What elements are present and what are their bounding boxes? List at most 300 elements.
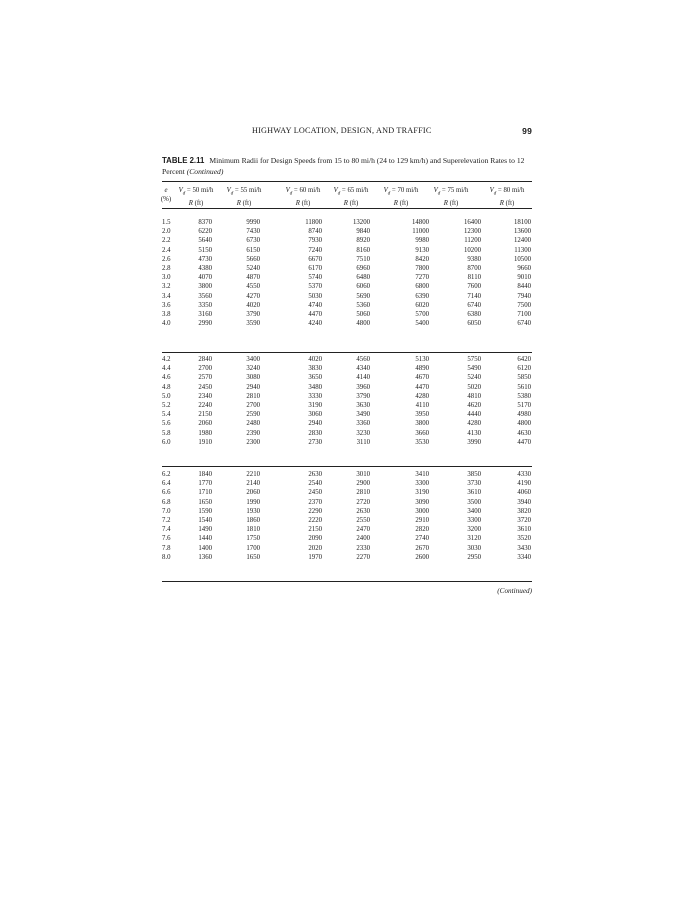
radius-cell: 5030: [308, 292, 322, 300]
radius-cell: 5640: [198, 237, 212, 245]
header-col-7: [477, 186, 537, 208]
radius-cell: 4140: [356, 374, 370, 382]
superelevation-cell: 7.8: [162, 544, 171, 552]
table-row: [162, 401, 532, 410]
superelevation-cell: 6.8: [162, 498, 171, 506]
radius-cell: 2940: [308, 420, 322, 428]
radius-cell: 3410: [415, 471, 429, 478]
radius-cell: 2840: [198, 356, 212, 363]
radius-cell: 5170: [517, 401, 531, 409]
page-number: 99: [522, 126, 532, 136]
radius-cell: 11000: [412, 228, 429, 236]
radius-cell: 1490: [198, 526, 212, 534]
radius-cell: 3610: [517, 526, 531, 534]
radius-cell: 4240: [308, 320, 322, 328]
radius-cell: 2630: [308, 471, 322, 478]
radius-cell: 3000: [415, 507, 429, 515]
radius-cell: 3500: [467, 498, 481, 506]
radius-cell: 3240: [246, 365, 260, 373]
header-top-1: $V_d = 50$ mi/h: [178, 187, 214, 197]
radius-cell: 3230: [356, 429, 370, 437]
radius-cell: 3630: [356, 401, 370, 409]
radius-cell: 1750: [246, 535, 260, 543]
radius-cell: 2910: [415, 516, 429, 524]
table-row: [162, 282, 532, 291]
table-caption-text: Minimum Radii for Design Speeds from 15 to 80 mi/h (24 to 129 km/h) and Superelevation Rates to 12 Percent: [162, 156, 525, 176]
table-row: [162, 419, 532, 428]
table-top-rule: [162, 181, 532, 182]
table-caption: [162, 155, 532, 177]
table-header-rule: [162, 208, 532, 209]
superelevation-cell: 5.2: [162, 401, 171, 409]
radius-cell: 8160: [356, 246, 370, 254]
superelevation-cell: 5.8: [162, 429, 171, 437]
radius-cell: 3330: [308, 392, 322, 400]
table-row: [162, 310, 532, 319]
superelevation-cell: 2.6: [162, 255, 171, 263]
radius-cell: 7940: [517, 292, 531, 300]
radius-cell: 4130: [467, 429, 481, 437]
table-row: [162, 301, 532, 310]
radius-cell: 8700: [467, 264, 481, 272]
superelevation-cell: 7.6: [162, 535, 171, 543]
radius-cell: 6480: [356, 274, 370, 282]
superelevation-cell: 3.0: [162, 274, 171, 282]
radius-cell: 16400: [464, 219, 481, 226]
radius-cell: 1990: [246, 498, 260, 506]
radius-cell: 3720: [517, 516, 531, 524]
radius-cell: 3030: [467, 544, 481, 552]
radius-cell: 5130: [415, 356, 429, 363]
radius-cell: 2140: [246, 480, 260, 488]
radius-cell: 4470: [415, 383, 429, 391]
table-row: [162, 255, 532, 264]
radius-cell: 2670: [415, 544, 429, 552]
radius-cell: 1590: [198, 507, 212, 515]
radius-cell: 5360: [356, 301, 370, 309]
superelevation-cell: 2.4: [162, 246, 171, 254]
radius-cell: 2830: [308, 429, 322, 437]
radius-cell: 5740: [308, 274, 322, 282]
radius-cell: 10200: [464, 246, 481, 254]
radius-cell: 11800: [305, 219, 322, 226]
radius-cell: 2150: [308, 526, 322, 534]
table-row: [162, 470, 532, 479]
superelevation-cell: 2.2: [162, 237, 171, 245]
radius-cell: 2590: [246, 411, 260, 419]
radius-cell: 18100: [514, 219, 531, 226]
header-bottom-7: R (ft): [499, 199, 515, 207]
radius-cell: 6220: [198, 228, 212, 236]
table-row: [162, 488, 532, 497]
radius-cell: 9980: [415, 237, 429, 245]
radius-cell: 6050: [467, 320, 481, 328]
radius-cell: 3400: [467, 507, 481, 515]
radius-cell: 3360: [356, 420, 370, 428]
radius-cell: 2940: [246, 383, 260, 391]
radius-cell: 8920: [356, 237, 370, 245]
radius-cell: 9130: [415, 246, 429, 254]
radius-cell: 2400: [356, 535, 370, 543]
radius-cell: 4440: [467, 411, 481, 419]
table-row: [162, 319, 532, 328]
radius-cell: 2020: [308, 544, 322, 552]
header-bottom-2: R (ft): [236, 199, 252, 207]
header-top-7: $V_d = 80$ mi/h: [489, 187, 525, 197]
radius-cell: 12300: [464, 228, 481, 236]
table-row: [162, 479, 532, 488]
radius-cell: 1910: [198, 438, 212, 446]
radius-cell: 3190: [308, 401, 322, 409]
radius-cell: 2810: [246, 392, 260, 400]
radius-cell: 1810: [246, 526, 260, 534]
radius-cell: 5610: [517, 383, 531, 391]
radius-cell: 7510: [356, 255, 370, 263]
radius-cell: 2450: [308, 489, 322, 497]
table-row: [162, 534, 532, 543]
superelevation-cell: 2.8: [162, 264, 171, 272]
superelevation-cell: 3.6: [162, 301, 171, 309]
radius-cell: 13200: [353, 219, 370, 226]
radius-cell: 4630: [517, 429, 531, 437]
radius-cell: 6740: [517, 320, 531, 328]
radius-cell: 5750: [467, 356, 481, 363]
radius-cell: 5700: [415, 310, 429, 318]
radius-cell: 6420: [517, 356, 531, 363]
table-row: [162, 218, 532, 227]
radius-cell: 5060: [356, 310, 370, 318]
radius-cell: 2450: [198, 383, 212, 391]
radius-cell: 6670: [308, 255, 322, 263]
radius-cell: 3820: [517, 507, 531, 515]
radius-cell: 2470: [356, 526, 370, 534]
table-group-3: [162, 470, 532, 562]
radius-cell: 4980: [517, 411, 531, 419]
radius-cell: 8110: [467, 274, 481, 282]
radius-cell: 3080: [246, 374, 260, 382]
radius-cell: 4190: [517, 480, 531, 488]
radius-cell: 7140: [467, 292, 481, 300]
radius-cell: 13600: [514, 228, 531, 236]
radius-cell: 2290: [308, 507, 322, 515]
radius-cell: 3660: [415, 429, 429, 437]
header-bottom-6: R (ft): [443, 199, 459, 207]
radius-cell: 3940: [517, 498, 531, 506]
radius-cell: 1360: [198, 553, 212, 561]
radius-cell: 5020: [467, 383, 481, 391]
radius-cell: 7600: [467, 283, 481, 291]
radius-cell: 2900: [356, 480, 370, 488]
superelevation-cell: 3.4: [162, 292, 171, 300]
radius-cell: 3490: [356, 411, 370, 419]
header-top-5: $V_d = 70$ mi/h: [383, 187, 419, 197]
radius-cell: 2150: [198, 411, 212, 419]
radius-cell: 5240: [467, 374, 481, 382]
radius-cell: 2090: [308, 535, 322, 543]
header-col-2: [214, 186, 274, 208]
radius-cell: 4470: [517, 438, 531, 446]
radius-cell: 6390: [415, 292, 429, 300]
radius-cell: 1650: [198, 498, 212, 506]
superelevation-cell: 4.8: [162, 383, 171, 391]
table-row: [162, 236, 532, 245]
radius-cell: 3010: [356, 471, 370, 478]
radius-cell: 1840: [198, 471, 212, 478]
radius-cell: 2570: [198, 374, 212, 382]
header-col-6: [421, 186, 481, 208]
radius-cell: 5850: [517, 374, 531, 382]
radius-cell: 8420: [415, 255, 429, 263]
radius-cell: 4890: [415, 365, 429, 373]
radius-cell: 2740: [415, 535, 429, 543]
table-row: [162, 227, 532, 236]
radius-cell: 10500: [514, 255, 531, 263]
table-row: [162, 553, 532, 562]
radius-cell: 3300: [467, 516, 481, 524]
table-group-2: [162, 355, 532, 447]
superelevation-cell: 2.0: [162, 228, 171, 236]
radius-cell: 7100: [517, 310, 531, 318]
table-caption-continued: (Continued): [186, 167, 224, 176]
radius-cell: 2600: [415, 553, 429, 561]
header-top-3: $V_d = 60$ mi/h: [285, 187, 321, 197]
radius-cell: 4470: [308, 310, 322, 318]
superelevation-cell: 4.4: [162, 365, 171, 373]
radius-cell: 4380: [198, 264, 212, 272]
radius-cell: 11300: [514, 246, 531, 254]
superelevation-cell: 8.0: [162, 553, 171, 561]
table-row: [162, 292, 532, 301]
table-row: [162, 364, 532, 373]
radius-cell: 5690: [356, 292, 370, 300]
table-group-rule: [162, 352, 532, 353]
radius-cell: 3850: [467, 471, 481, 478]
radius-cell: 3400: [246, 356, 260, 363]
radius-cell: 6060: [356, 283, 370, 291]
radius-cell: 2950: [467, 553, 481, 561]
superelevation-cell: 6.6: [162, 489, 171, 497]
superelevation-cell: 7.2: [162, 516, 171, 524]
radius-cell: 7500: [517, 301, 531, 309]
radius-cell: 9380: [467, 255, 481, 263]
radius-cell: 4730: [198, 255, 212, 263]
radius-cell: 5400: [415, 320, 429, 328]
radius-cell: 3160: [198, 310, 212, 318]
superelevation-cell: 6.0: [162, 438, 171, 446]
radius-cell: 7930: [308, 237, 322, 245]
radius-cell: 1540: [198, 516, 212, 524]
radius-cell: 2730: [308, 438, 322, 446]
radius-cell: 2480: [246, 420, 260, 428]
radius-cell: 4020: [246, 301, 260, 309]
superelevation-cell: 5.4: [162, 411, 171, 419]
radius-cell: 5380: [517, 392, 531, 400]
radius-cell: 3560: [198, 292, 212, 300]
radius-cell: 4280: [467, 420, 481, 428]
radius-cell: 3190: [415, 489, 429, 497]
radius-cell: 1400: [198, 544, 212, 552]
radius-cell: 1770: [198, 480, 212, 488]
radius-cell: 4800: [517, 420, 531, 428]
radius-cell: 2240: [198, 401, 212, 409]
radius-cell: 1980: [198, 429, 212, 437]
radius-cell: 3650: [308, 374, 322, 382]
radius-cell: 9990: [246, 219, 260, 226]
radius-cell: 4280: [415, 392, 429, 400]
radius-cell: 6170: [308, 264, 322, 272]
radius-cell: 4800: [356, 320, 370, 328]
radius-cell: 3300: [415, 480, 429, 488]
radius-cell: 2700: [246, 401, 260, 409]
radius-cell: 3520: [517, 535, 531, 543]
radius-cell: 6020: [415, 301, 429, 309]
table-row: [162, 507, 532, 516]
header-bottom-1: R (ft): [188, 199, 204, 207]
radius-cell: 2210: [246, 471, 260, 478]
table-row: [162, 273, 532, 282]
radius-cell: 4740: [308, 301, 322, 309]
radius-cell: 3790: [356, 392, 370, 400]
radius-cell: 7430: [246, 228, 260, 236]
superelevation-cell: 7.4: [162, 526, 171, 534]
radius-cell: 2540: [308, 480, 322, 488]
radius-cell: 6150: [246, 246, 260, 254]
radius-cell: 3950: [415, 411, 429, 419]
radius-cell: 7270: [415, 274, 429, 282]
table-group-rule: [162, 466, 532, 467]
header-bottom-0: (%): [160, 196, 172, 204]
radius-cell: 6960: [356, 264, 370, 272]
radius-cell: 4870: [246, 274, 260, 282]
radius-cell: 1860: [246, 516, 260, 524]
radius-cell: 3530: [415, 438, 429, 446]
radius-cell: 1700: [246, 544, 260, 552]
table-bottom-rule: [162, 581, 532, 582]
radius-cell: 6730: [246, 237, 260, 245]
superelevation-cell: 3.2: [162, 283, 171, 291]
radius-cell: 4340: [356, 365, 370, 373]
header-bottom-4: R (ft): [343, 199, 359, 207]
radius-cell: 4620: [467, 401, 481, 409]
continued-note: (Continued): [497, 587, 532, 595]
table-group-1: [162, 218, 532, 328]
radius-cell: 2060: [246, 489, 260, 497]
radius-cell: 3590: [246, 320, 260, 328]
table-row: [162, 355, 532, 364]
table-row: [162, 383, 532, 392]
radius-cell: 9660: [517, 264, 531, 272]
running-head-title: HIGHWAY LOCATION, DESIGN, AND TRAFFIC: [252, 126, 432, 135]
radius-cell: 6800: [415, 283, 429, 291]
radius-cell: 2270: [356, 553, 370, 561]
radius-cell: 3960: [356, 383, 370, 391]
table-row: [162, 410, 532, 419]
radius-cell: 2990: [198, 320, 212, 328]
radius-cell: 7240: [308, 246, 322, 254]
radius-cell: 1930: [246, 507, 260, 515]
radius-cell: 2810: [356, 489, 370, 497]
radius-cell: 1650: [246, 553, 260, 561]
table-row: [162, 438, 532, 447]
radius-cell: 3610: [467, 489, 481, 497]
table-row: [162, 264, 532, 273]
header-top-0: e: [164, 187, 168, 194]
radius-cell: 2820: [415, 526, 429, 534]
radius-cell: 1440: [198, 535, 212, 543]
radius-cell: 3800: [198, 283, 212, 291]
radius-cell: 3730: [467, 480, 481, 488]
radius-cell: 4670: [415, 374, 429, 382]
radius-cell: 5490: [467, 365, 481, 373]
radius-cell: 9840: [356, 228, 370, 236]
radius-cell: 11200: [464, 237, 481, 245]
table-label: TABLE 2.11: [162, 156, 205, 165]
table-row: [162, 246, 532, 255]
superelevation-cell: 1.5: [162, 219, 171, 226]
radius-cell: 8740: [308, 228, 322, 236]
radius-cell: 8440: [517, 283, 531, 291]
superelevation-cell: 4.2: [162, 356, 171, 363]
radius-cell: 4270: [246, 292, 260, 300]
radius-cell: 4330: [517, 471, 531, 478]
radius-cell: 2550: [356, 516, 370, 524]
radius-cell: 2060: [198, 420, 212, 428]
header-top-6: $V_d = 75$ mi/h: [433, 187, 469, 197]
radius-cell: 12400: [514, 237, 531, 245]
radius-cell: 4070: [198, 274, 212, 282]
table-row: [162, 429, 532, 438]
radius-cell: 8370: [198, 219, 212, 226]
header-top-4: $V_d = 65$ mi/h: [333, 187, 369, 197]
table-row: [162, 392, 532, 401]
radius-cell: 4560: [356, 356, 370, 363]
superelevation-cell: 4.0: [162, 320, 171, 328]
radius-cell: 3990: [467, 438, 481, 446]
radius-cell: 2220: [308, 516, 322, 524]
radius-cell: 3090: [415, 498, 429, 506]
radius-cell: 4110: [415, 401, 429, 409]
header-bottom-3: R (ft): [295, 199, 311, 207]
radius-cell: 3800: [415, 420, 429, 428]
header-bottom-5: R (ft): [393, 199, 409, 207]
radius-cell: 6740: [467, 301, 481, 309]
radius-cell: 3340: [517, 553, 531, 561]
radius-cell: 2340: [198, 392, 212, 400]
radius-cell: 2300: [246, 438, 260, 446]
superelevation-cell: 4.6: [162, 374, 171, 382]
superelevation-cell: 5.6: [162, 420, 171, 428]
radius-cell: 3200: [467, 526, 481, 534]
superelevation-cell: 6.4: [162, 480, 171, 488]
radius-cell: 2720: [356, 498, 370, 506]
radius-cell: 3110: [356, 438, 370, 446]
radius-cell: 3790: [246, 310, 260, 318]
radius-cell: 5660: [246, 255, 260, 263]
radius-cell: 1710: [198, 489, 212, 497]
radius-cell: 3350: [198, 301, 212, 309]
radius-cell: 5240: [246, 264, 260, 272]
radius-cell: 4550: [246, 283, 260, 291]
superelevation-cell: 5.0: [162, 392, 171, 400]
radius-cell: 5150: [198, 246, 212, 254]
radius-cell: 2630: [356, 507, 370, 515]
radius-cell: 4060: [517, 489, 531, 497]
radius-cell: 3120: [467, 535, 481, 543]
radius-cell: 2330: [356, 544, 370, 552]
radius-cell: 1970: [308, 553, 322, 561]
table-row: [162, 373, 532, 382]
radius-cell: 9010: [517, 274, 531, 282]
